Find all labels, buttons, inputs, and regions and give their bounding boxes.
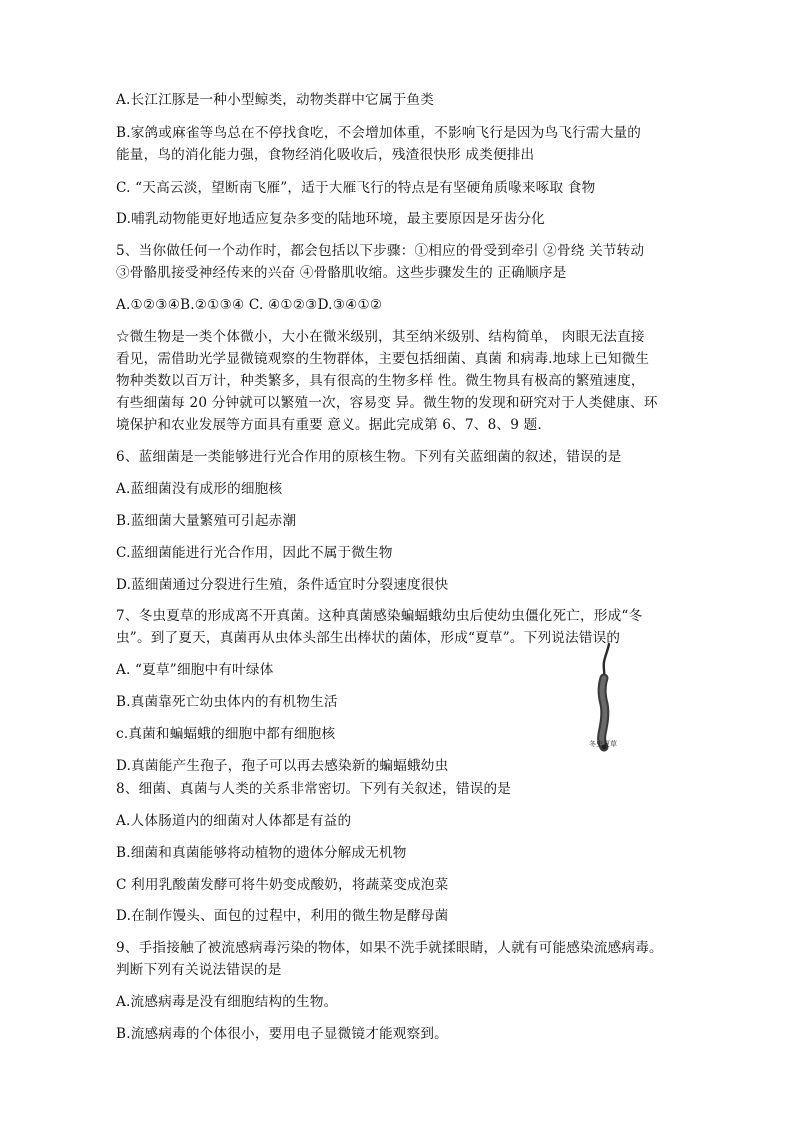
q5-options: A.①②③④B.②①③④ C. ④①②③D.③④①② [116,297,383,313]
q4-option-a: A.长江江豚是一种小型鲸类，动物类群中它属于鱼类 [116,92,434,108]
q4-option-c: C. “天高云淡，望断南飞雁”，适于大雁飞行的特点是有坚硬角质喙来啄取 食物 [116,180,596,196]
q7-option-d: D.真菌能产生孢子，孢子可以再去感染新的蝙蝠蛾幼虫 [116,758,449,774]
q8-option-c: C 利用乳酸菌发酵可将牛奶变成酸奶，将蔬菜变成泡菜 [116,877,449,893]
q5-stem-line1: 5、当你做任何一个动作时，都会包括以下步骤：①相应的骨受到牵引 ②骨绕 关节转动 [116,243,645,259]
figure-caption: 冬虫夏草 [589,740,617,748]
intro-line1: ☆微生物是一类个体微小，大小在微米级别，其至纳米级别、结构简单， 肉眼无法直接 [116,329,645,345]
q8-option-a: A.人体肠道内的细菌对人体都是有益的 [116,813,352,829]
q9-stem-line2: 判断下列有关说法错误的是 [116,962,282,978]
q6-option-d: D.蓝细菌通过分裂进行生殖，条件适宜时分裂速度很快 [116,577,449,593]
intro-line3: 物种类数以百万计，种类繁多，具有很高的生物多样 性。微生物具有极高的繁殖速度， [116,373,645,389]
q8-option-d: D.在制作馒头、面包的过程中，利用的微生物是酵母菌 [116,908,449,924]
intro-line5: 境保护和农业发展等方面具有重要 意义。据此完成第 6、7、8、9 题. [116,417,542,433]
intro-line4: 有些细菌每 20 分钟就可以繁殖一次，容易变 异。微生物的发现和研究对于人类健康、环 [116,395,658,411]
q7-option-b: B.真菌靠死亡幼虫体内的有机物生活 [116,694,338,710]
q5-stem-line2: ③骨骼肌接受神经传来的兴奋 ④骨骼肌收缩。这些步骤发生的 正确顺序是 [116,265,567,281]
q4-option-d: D.哺乳动物能更好地适应复杂多变的陆地环境，最主要原因是牙齿分化 [116,211,545,227]
q4-option-b-line2: 能量，鸟的消化能力强，食物经消化吸收后，残渣很快形 成类便排出 [116,147,535,163]
intro-line2: 看见，需借助光学显微镜观察的生物群体，主要包括细菌、真菌 和病毒.地球上已知微生 [116,351,650,367]
q6-stem: 6、蓝细菌是一类能够进行光合作用的原核生物。下列有关蓝细菌的叙述，错误的是 [116,449,622,465]
q6-option-a: A.蓝细菌没有成形的细胞核 [116,481,283,497]
q6-option-c: C.蓝细菌能进行光合作用，因此不属于微生物 [116,545,393,561]
q7-option-a: A. “夏草”细胞中有叶绿体 [116,662,274,678]
q8-option-b: B.细菌和真菌能够将动植物的遗体分解成无机物 [116,845,407,861]
q6-option-b: B.蓝细菌大量繁殖可引起赤潮 [116,513,297,529]
q8-stem: 8、细菌、真菌与人类的关系非常密切。下列有关叙述，错误的是 [116,781,512,797]
q4-option-b-line1: B.家鸽或麻雀等鸟总在不停找食吃，不会增加体重，不影响飞行是因为鸟飞行需大量的 [116,125,642,141]
q9-option-a: A.流感病毒是没有细胞结构的生物。 [116,994,338,1010]
q7-stem-line1: 7、冬虫夏草的形成离不开真菌。这种真菌感染蝙蝠蛾幼虫后使幼虫僵化死亡，形成“冬 [116,608,643,624]
q7-stem-line2: 虫”。到了夏天，真菌再从虫体头部生出棒状的菌体，形成“夏草”。下列说法错误的 [116,630,621,646]
q9-stem-line1: 9、手指接触了被流感病毒污染的物体，如果不洗手就揉眼睛，人就有可能感染流感病毒。 [116,940,663,956]
q9-option-b: B.流感病毒的个体很小，要用电子显微镜才能观察到。 [116,1026,448,1042]
q7-option-c: c.真菌和蝙蝠蛾的细胞中都有细胞核 [116,726,336,742]
